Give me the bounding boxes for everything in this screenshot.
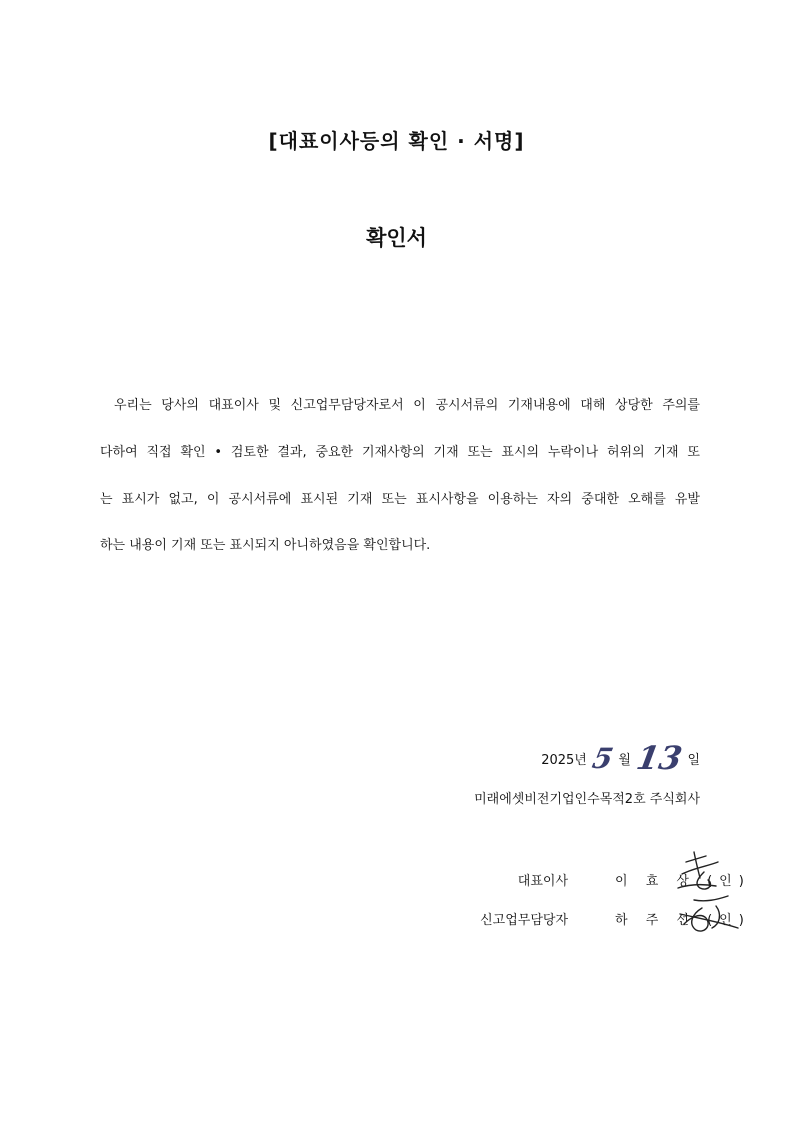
signatory-name: 이 효 상 (인): [615, 874, 751, 889]
document-title: 확인서: [366, 226, 427, 250]
date-month-handwritten: 5: [589, 741, 616, 775]
paragraph-line: 우리는 당사의 대표이사 및 신고업무담당자로서 이 공시서류의 기재내용에 대해 상당한 주의를: [114, 398, 700, 413]
paragraph-line: 다하여 직접 확인 • 검토한 결과, 중요한 기재사항의 기재 또는 표시의 누락이나 허위의 기재 또: [100, 445, 700, 460]
date-year: 2025년: [541, 752, 587, 768]
date-line: [541, 740, 700, 776]
signatory-name: 하 주 선 (인): [615, 913, 751, 928]
paragraph-line: 는 표시가 없고, 이 공시서류에 표시된 기재 또는 표시사항을 이용하는 자의 중대한 오해를 유발: [100, 492, 700, 507]
page-title: [대표이사등의 확인 · 서명]: [268, 129, 525, 153]
paragraph-line: 하는 내용이 기재 또는 표시되지 아니하였음을 확인합니다.: [100, 538, 431, 553]
company-name: 미래에셋비전기업인수목적2호 주식회사: [474, 792, 700, 807]
signatory-role: 신고업무담당자: [480, 913, 568, 928]
date-day-unit: 일: [687, 752, 700, 768]
date-day-handwritten: 13: [633, 739, 685, 777]
signatory-role: 대표이사: [517, 874, 568, 889]
handwritten-signature: [660, 848, 745, 938]
date-month-unit: 월: [618, 752, 631, 768]
